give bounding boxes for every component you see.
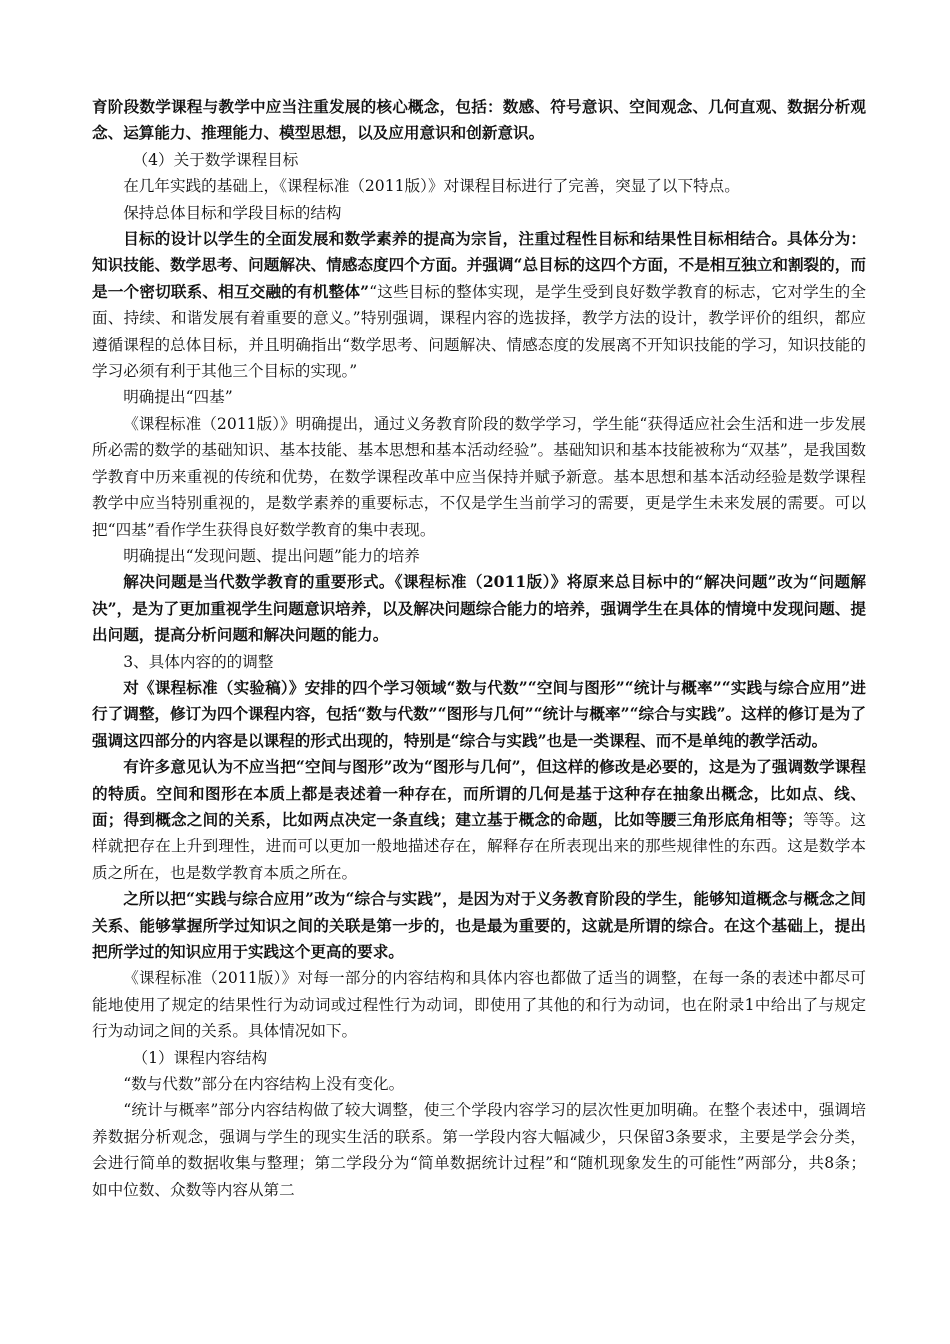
paragraph [92,94,866,147]
paragraph [92,1045,866,1071]
paragraph [92,675,866,754]
paragraph [92,886,866,965]
text-run: “统计与概率”部分内容结构做了较大调整，使三个学段内容学习的层次性更加明确。在整个表述中，强调培养数据分析观念，强调与学生的现实生活的联系。第一学段内容大幅减少，只保留3条要求，主要是学会分类，会进行简单的数据收集与整理；第二学段分为“简单数据统计过程”和“随机现象发生的可能性”两部分，共8条；如中位数、众数等内容从第二 [92,1101,866,1199]
paragraph [92,543,866,569]
text-run: 在几年实践的基础上，《课程标准（2011版）》对课程目标进行了完善，突显了以下特点。 [123,177,740,196]
bold-text: 对《课程标准（实验稿）》安排的四个学习领域“数与代数”“空间与图形”“统计与概率”“实践与综合应用”进行了调整，修订为四个课程内容，包括“数与代数”“图形与几何”“统计与概率”“综合与实践”。这样的修订是为了强调这四部分的内容是以课程的形式出现的，特别是“综合与实践”也是一类课程、而不是单纯的教学活动。 [92,677,866,750]
text-run: 等等。这样就把存在上升到理性，进而可以更加一般地描述存在，解释存在所表现出来的那些规律性的东西。这是数学本质之所在，也是数学教育本质之所在。 [92,810,866,882]
paragraph [92,649,866,675]
text-run: 《课程标准（2011版）》明确提出，通过义务教育阶段的数学学习，学生能“获得适应社会生活和进一步发展所必需的数学的基础知识、基本技能、基本思想和基本活动经验”。基础知识和基本技能被称为“双基”，是我国数学教育中历来重视的传统和优势，在数学课程改革中应当保持并赋予新意。基本思想和基本活动经验是数学课程教学中应当特别重视的，是数学素养的重要标志，不仅是学生当前学习的需要，更是学生未来发展的需要。可以把“四基”看作学生获得良好数学教育的集中表现。 [92,414,866,539]
paragraph [92,411,866,543]
paragraph [92,173,866,199]
bold-text: 之所以把“实践与综合应用”改为“综合与实践”，是因为对于义务教育阶段的学生，能够知道概念与概念之间关系、能够掌握所学过知识之间的关联是第一步的，也是最为重要的，这就是所谓的综合。在这个基础上，提出把所学过的知识应用于实践这个更高的要求。 [92,889,866,961]
text-run: （4）关于数学课程目标 [132,150,299,169]
paragraph [92,754,866,886]
bold-text: 目标的设计以学生的全面发展和数学素养的提高为宗旨，注重过程性目标和结果性目标相结合。具体分为：知识技能、数学思考、问题解决、情感态度四个方面。并强调“总目标的这四个方面，不是相互独立和割裂的，而是一个密切联系、相互交融的有机整体” [92,229,866,301]
text-run: 《课程标准（2011版）》对每一部分的内容结构和具体内容也都做了适当的调整，在每一条的表述中都尽可能地使用了规定的结果性行为动词或过程性行为动词，即使用了其他的和行为动词，也在附录1中给出了与规定行为动词之间的关系。具体情况如下。 [92,969,866,1041]
text-run: 保持总体目标和学段目标的结构 [123,203,342,222]
text-run: 明确提出“四基” [123,388,233,407]
paragraph [92,1071,866,1097]
paragraph [92,1097,866,1203]
paragraph [92,226,866,384]
text-run: 3、具体内容的的调整 [123,652,274,671]
bold-text: 解决问题是当代数学教育的重要形式。《课程标准（2011版）》将原来总目标中的“解决问题”改为“问题解决”，是为了更加重视学生问题意识培养，以及解决问题综合能力的培养，强调学生在具体的情境中发现问题、提出问题，提高分析问题和解决问题的能力。 [92,572,866,645]
paragraph [92,569,866,648]
text-run: （1）课程内容结构 [132,1048,268,1067]
text-run: 明确提出“发现问题、提出问题”能力的培养 [123,546,420,565]
bold-text: 育阶段数学课程与教学中应当注重发展的核心概念，包括：数感、符号意识、空间观念、几何直观、数据分析观念、运算能力、推理能力、模型思想，以及应用意识和创新意识。 [92,97,866,143]
paragraph [92,147,866,173]
text-run: “这些目标的整体实现，是学生受到良好数学教育的标志，它对学生的全面、持续、和谐发展有着重要的意义。”特别强调，课程内容的选拔择，教学方法的设计，教学评价的组织，都应遵循课程的总体目标，并且明确指出“数学思考、问题解决、情感态度的发展离不开知识技能的学习，知识技能的学习必须有利于其他三个目标的实现。” [92,282,866,381]
paragraph [92,200,866,226]
document-page [92,94,866,1203]
bold-text: 有许多意见认为不应当把“空间与图形”改为“图形与几何”，但这样的修改是必要的，这是为了强调数学课程的特质。空间和图形在本质上都是表述着一种存在，而所谓的几何是基于这种存在抽象出概念，比如点、线、面；得到概念之间的关系，比如两点决定一条直线；建立基于概念的命题，比如等腰三角形底角相等； [92,757,866,829]
text-run: “数与代数”部分在内容结构上没有变化。 [123,1075,405,1094]
paragraph [92,384,866,410]
paragraph [92,965,866,1044]
